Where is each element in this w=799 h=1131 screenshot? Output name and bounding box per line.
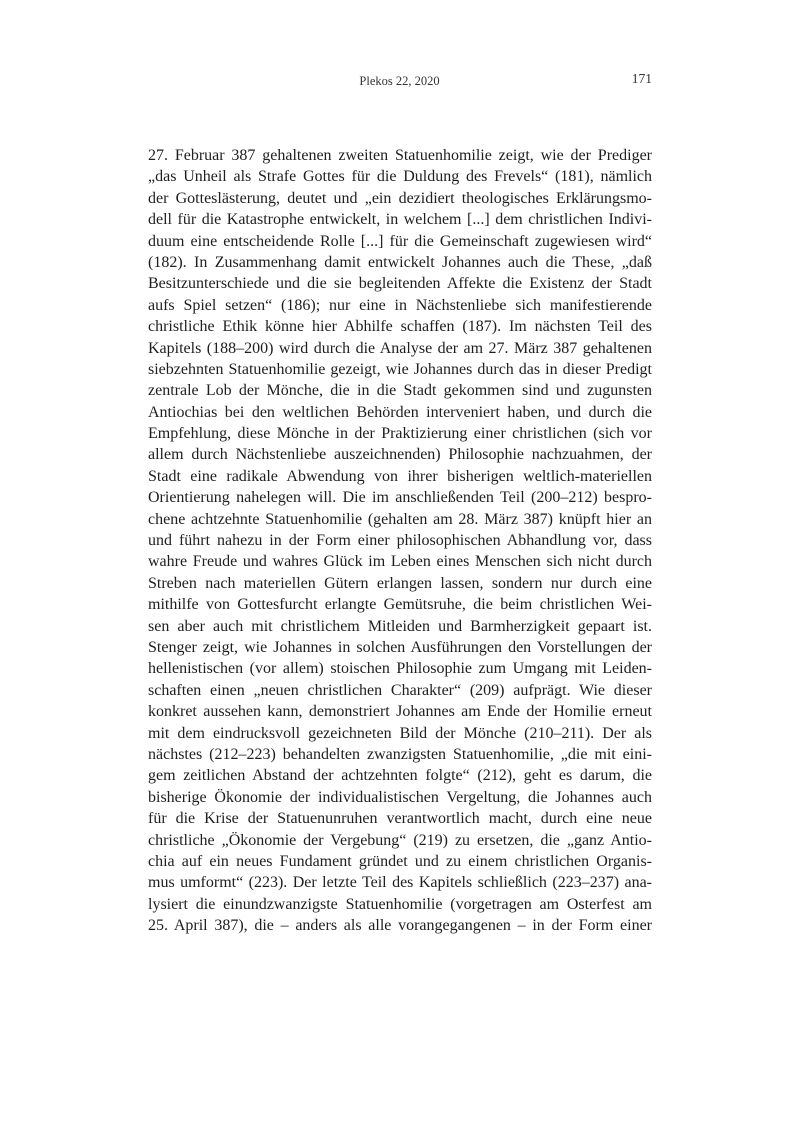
text-line: konkret aussehen kann, demonstriert Johannes am Ende der Homilie erneut (148, 703, 652, 721)
text-line: chene achtzehnte Statuenhomilie (gehalten am 28. März 387) knüpft hier an (148, 510, 652, 528)
text-line: lysiert die einundzwanzigste Statuenhomilie (vorgetragen am Osterfest am (148, 895, 652, 913)
text-line: „das Unheil als Strafe Gottes für die Duldung des Frevels“ (181), nämlich (148, 168, 652, 186)
text-line: (182). In Zusammenhang damit entwickelt Johannes auch die These, „daß (148, 253, 652, 271)
text-line: Antiochias bei den weltlichen Behörden interveniert haben, und durch die (148, 403, 652, 421)
text-line: wahre Freude und wahres Glück im Leben eines Menschen sich nicht durch (148, 553, 652, 571)
text-line: 25. April 387), die – anders als alle vorangegangenen – in der Form einer (148, 917, 652, 935)
text-line: Kapitels (188–200) wird durch die Analyse der am 27. März 387 gehaltenen (148, 339, 652, 357)
text-line: gem zeitlichen Abstand der achtzehnten folgte“ (212), geht es darum, die (148, 767, 652, 785)
text-line: Stadt eine radikale Abwendung von ihrer bisherigen weltlich-materiellen (148, 467, 652, 485)
text-line: duum eine entscheidende Rolle [...] für die Gemeinschaft zugewiesen wird“ (148, 232, 652, 250)
text-line: hellenistischen (vor allem) stoischen Philosophie zum Umgang mit Leiden- (148, 660, 652, 678)
text-line: Besitzunterschiede und die sie begleitenden Affekte die Existenz der Stadt (148, 275, 652, 293)
running-head: Plekos 22, 2020 (359, 74, 440, 88)
text-line: dell für die Katastrophe entwickelt, in welchem [...] dem christlichen Indivi- (148, 211, 652, 229)
text-line: nächstes (212–223) behandelten zwanzigsten Statuenhomilie, „die mit eini- (148, 745, 652, 763)
text-line: aufs Spiel setzen“ (186); nur eine in Nächstenliebe sich manifestierende (148, 296, 652, 314)
text-line: Orientierung nahelegen will. Die im anschließenden Teil (200–212) bespro- (148, 489, 652, 507)
text-line: christliche „Ökonomie der Vergebung“ (219) zu ersetzen, die „ganz Antio- (148, 831, 652, 849)
text-line: zentrale Lob der Mönche, die in die Stadt gekommen sind und zugunsten (148, 382, 652, 400)
text-line: siebzehnten Statuenhomilie gezeigt, wie Johannes durch das in dieser Predigt (148, 360, 652, 378)
text-line: Empfehlung, diese Mönche in der Praktizierung einer christlichen (sich vor (148, 425, 652, 443)
text-line: allem durch Nächstenliebe auszeichnenden) Philosophie nachzuahmen, der (148, 446, 652, 464)
text-line: für die Krise der Statuenunruhen verantwortlich macht, durch eine neue (148, 810, 652, 828)
text-line: sen aber auch mit christlichem Mitleiden und Barmherzigkeit gepaart ist. (148, 617, 652, 635)
text-line: mit dem eindrucksvoll gezeichneten Bild der Mönche (210–211). Der als (148, 724, 652, 742)
text-line: 27. Februar 387 gehaltenen zweiten Statuenhomilie zeigt, wie der Prediger (148, 147, 652, 164)
text-line: der Gotteslästerung, deutet und „ein dezidiert theologisches Erklärungsmo- (148, 189, 652, 207)
page-number: 171 (631, 71, 652, 86)
text-line: Streben nach materiellen Gütern erlangen lassen, sondern nur durch eine (148, 574, 652, 592)
text-line: bisherige Ökonomie der individualistischen Vergeltung, die Johannes auch (148, 788, 652, 806)
body-text (148, 145, 652, 936)
text-line: mus umformt“ (223). Der letzte Teil des Kapitels schließlich (223–237) ana- (148, 874, 652, 892)
text-line: mithilfe von Gottesfurcht erlangte Gemütsruhe, die beim christlichen Wei- (148, 596, 652, 614)
text-line: und führt nahezu in der Form einer philosophischen Abhandlung vor, dass (148, 532, 652, 550)
text-line: chia auf ein neues Fundament gründet und zu einem christlichen Organis- (148, 852, 652, 870)
text-line: Stenger zeigt, wie Johannes in solchen Ausführungen den Vorstellungen der (148, 638, 652, 656)
text-line: schaften einen „neuen christlichen Charakter“ (209) aufprägt. Wie dieser (148, 681, 652, 699)
text-line: christliche Ethik könne hier Abhilfe schaffen (187). Im nächsten Teil des (148, 318, 652, 336)
